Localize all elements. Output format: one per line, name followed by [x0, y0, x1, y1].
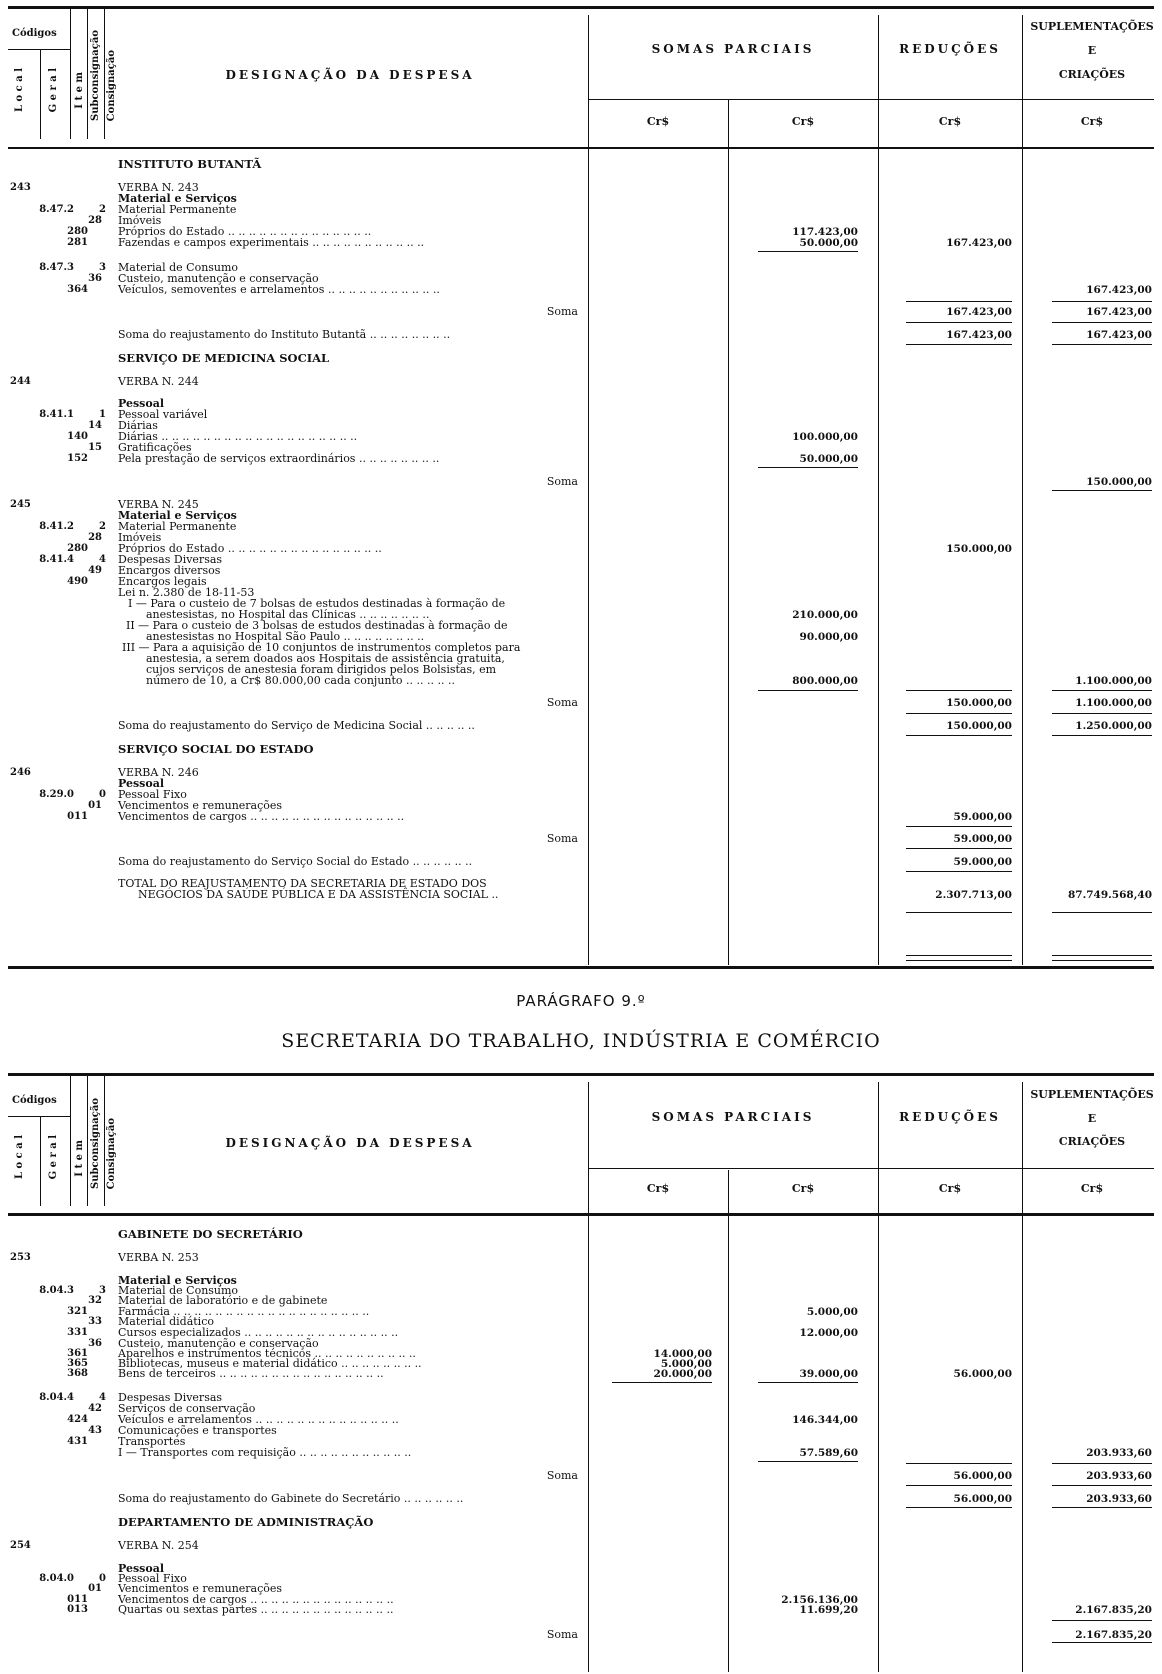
partial-sum-2: 800.000,00 [792, 675, 858, 687]
currency-sup-2: Cr$ [1080, 1182, 1104, 1195]
soma-label: Soma [546, 475, 578, 488]
section-heading: DEPARTAMENTO DE ADMINISTRAÇÃO [118, 1515, 374, 1529]
currency-red: Cr$ [938, 115, 962, 128]
currency-p2-2: Cr$ [791, 1182, 815, 1195]
line-description: I — Para o custeio de 7 bolsas de estudos destinadas à formação de [128, 597, 506, 610]
geral-code: 8.04.0 [39, 1573, 74, 1584]
consignacao-code: 280 [67, 226, 88, 237]
line-description: Próprios do Estado .. .. .. .. .. .. .. .. .. .. .. .. .. .. .. [118, 542, 382, 555]
local-code: 243 [10, 182, 31, 193]
soma-label: Soma [546, 305, 578, 318]
local-code: 244 [10, 376, 31, 387]
codigos-label: Códigos [12, 28, 57, 39]
section-heading: INSTITUTO BUTANTÃ [118, 157, 262, 171]
partial-sum-2: 210.000,00 [792, 609, 858, 621]
subconsignacao-code: 43 [88, 1425, 102, 1436]
line-description: Fazendas e campos experimentais .. .. .. .. .. .. .. .. .. .. .. [118, 236, 425, 249]
partial-sum-2: 39.000,00 [799, 1368, 858, 1380]
subconsignacao-code: 49 [88, 565, 102, 576]
reduction-value: 59.000,00 [953, 833, 1012, 845]
currency-red-2: Cr$ [938, 1182, 962, 1195]
line-description: Bibliotecas, museus e material didático .. .. .. .. .. .. .. .. [118, 1357, 422, 1370]
bottom-rule [8, 966, 1154, 969]
line-description: Veículos e arrelamentos .. .. .. .. .. .. .. .. .. .. .. .. .. .. [118, 1413, 399, 1426]
suplementacoes-header: SUPLEMENTAÇÕES [1030, 20, 1154, 33]
consignacao-code: 281 [67, 237, 88, 248]
line-description: Veículos, semoventes e arrelamentos .. .. .. .. .. .. .. .. .. .. .. [118, 283, 440, 296]
section-heading: GABINETE DO SECRETÁRIO [118, 1227, 303, 1241]
line-description: Vencimentos e remunerações [118, 1582, 283, 1595]
somas-parciais-header: SOMAS PARCIAIS [651, 42, 815, 56]
line-description: anestesistas, no Hospital das Clínicas .. .. .. .. .. .. .. [146, 608, 430, 621]
item-code: 3 [99, 262, 106, 273]
partial-sum-2: 12.000,00 [799, 1327, 858, 1339]
item-code: 3 [99, 1285, 106, 1296]
line-description: Pessoal [118, 1562, 165, 1575]
subconsignacao-code: 36 [88, 273, 102, 284]
reduction-value: 167.423,00 [946, 306, 1012, 318]
line-description: Pessoal [118, 397, 165, 410]
partial-sum-2: 100.000,00 [792, 431, 858, 443]
currency-p1: Cr$ [646, 115, 670, 128]
consignacao-code: 152 [67, 453, 88, 464]
soma-label: Soma [546, 1469, 578, 1482]
geral-code: 8.41.1 [39, 409, 74, 420]
line-description: VERBA N. 243 [118, 181, 199, 194]
consignacao-code: 361 [67, 1348, 88, 1359]
supplement-value: 167.423,00 [1086, 306, 1152, 318]
local-code: 253 [10, 1252, 31, 1263]
partial-sum-2: 57.589,60 [799, 1447, 858, 1459]
partial-sum-2: 5.000,00 [806, 1306, 858, 1318]
reduction-value: 56.000,00 [953, 1368, 1012, 1380]
supplement-value: 167.423,00 [1086, 284, 1152, 296]
geral-code: 8.41.2 [39, 521, 74, 532]
consignacao-code: 424 [67, 1414, 88, 1425]
reducoes-header-2: REDUÇÕES [899, 1110, 1001, 1124]
subconsignacao-label-2: Subconsignação [90, 1098, 101, 1189]
local-code: 245 [10, 499, 31, 510]
line-description: Pessoal [118, 777, 165, 790]
consignacao-code: 331 [67, 1327, 88, 1338]
consignacao-label-2: Consignação [106, 1118, 117, 1190]
line-description: Material Permanente [118, 520, 237, 533]
partial-sum-1: 20.000,00 [653, 1368, 712, 1380]
line-description: VERBA N. 246 [118, 766, 199, 779]
reduction-value: 2.307.713,00 [935, 889, 1012, 901]
reduction-value: 167.423,00 [946, 329, 1012, 341]
line-description: Transportes [118, 1435, 186, 1448]
supplement-value: 2.167.835,20 [1075, 1629, 1152, 1641]
line-description: Material e Serviços [118, 509, 237, 522]
codigos-label-2: Códigos [12, 1095, 57, 1106]
line-description: Pela prestação de serviços extraordinários .. .. .. .. .. .. .. .. [118, 452, 440, 465]
subconsignacao-code: 15 [88, 442, 102, 453]
reduction-value: 56.000,00 [953, 1493, 1012, 1505]
partial-sum-2: 50.000,00 [799, 237, 858, 249]
section-heading: SERVIÇO SOCIAL DO ESTADO [118, 742, 314, 756]
supplement-value: 167.423,00 [1086, 329, 1152, 341]
secretaria-title: SECRETARIA DO TRABALHO, INDÚSTRIA E COMÉRCIO [281, 1030, 881, 1052]
designacao-header: DESIGNAÇÃO DA DESPESA [225, 68, 475, 82]
reduction-value: 150.000,00 [946, 543, 1012, 555]
item-code: 0 [99, 1573, 106, 1584]
item-code: 4 [99, 1392, 106, 1403]
somas-parciais-header-2: SOMAS PARCIAIS [651, 1110, 815, 1124]
line-description: Material de Consumo [118, 261, 239, 274]
line-description: Gratificações [118, 441, 192, 454]
consignacao-code: 140 [67, 431, 88, 442]
subconsignacao-code: 01 [88, 1583, 102, 1594]
line-description: Material e Serviços [118, 1274, 237, 1287]
line-description: III — Para a aquisição de 10 conjuntos de instrumentos completos para [122, 641, 521, 654]
item-label: I t e m [74, 72, 85, 109]
soma-label: Soma [546, 832, 578, 845]
local-label: L o c a l [14, 68, 25, 112]
consignacao-code: 013 [67, 1604, 88, 1615]
supplement-value: 1.250.000,00 [1075, 720, 1152, 732]
currency-p1-2: Cr$ [646, 1182, 670, 1195]
line-description: cujos serviços de anestesia foram dirigidos pelos Bolsistas, em [146, 663, 497, 676]
item-label-2: I t e m [74, 1140, 85, 1177]
line-description: Vencimentos e remunerações [118, 799, 283, 812]
line-description: Despesas Diversas [118, 553, 223, 566]
subconsignacao-code: 33 [88, 1316, 102, 1327]
supplement-value: 203.933,60 [1086, 1493, 1152, 1505]
soma-label: Soma [546, 1628, 578, 1641]
partial-sum-2: 146.344,00 [792, 1414, 858, 1426]
line-description: Vencimentos de cargos .. .. .. .. .. .. .. .. .. .. .. .. .. .. .. [118, 810, 405, 823]
geral-code: 8.04.3 [39, 1285, 74, 1296]
line-description: Soma do reajustamento do Serviço de Medicina Social .. .. .. .. .. [118, 719, 475, 732]
top-rule-2 [8, 1073, 1154, 1076]
line-description: VERBA N. 254 [118, 1539, 199, 1552]
supplement-value: 87.749.568,40 [1067, 889, 1152, 901]
line-description: Despesas Diversas [118, 1391, 223, 1404]
currency-p2: Cr$ [791, 115, 815, 128]
reduction-value: 59.000,00 [953, 856, 1012, 868]
supplement-value: 1.100.000,00 [1075, 675, 1152, 687]
consignacao-code: 321 [67, 1306, 88, 1317]
geral-code: 8.04.4 [39, 1392, 74, 1403]
line-description: TOTAL DO REAJUSTAMENTO DA SECRETARIA DE ESTADO DOS [118, 877, 487, 890]
supplement-value: 150.000,00 [1086, 476, 1152, 488]
supplement-value: 203.933,60 [1086, 1470, 1152, 1482]
local-code: 254 [10, 1540, 31, 1551]
partial-sum-2: 11.699,20 [799, 1604, 858, 1616]
line-description: Comunicações e transportes [118, 1424, 277, 1437]
supplement-value: 1.100.000,00 [1075, 697, 1152, 709]
reduction-value: 167.423,00 [946, 237, 1012, 249]
subconsignacao-code: 36 [88, 1338, 102, 1349]
local-code: 246 [10, 767, 31, 778]
line-description: I — Transportes com requisição .. .. .. .. .. .. .. .. .. .. .. [118, 1446, 412, 1459]
line-description: Lei n. 2.380 de 18-11-53 [118, 586, 255, 599]
consignacao-code: 011 [67, 1594, 88, 1605]
currency-sup: Cr$ [1080, 115, 1104, 128]
line-description: Quartas ou sextas partes .. .. .. .. .. .. .. .. .. .. .. .. .. [118, 1603, 394, 1616]
line-description: Custeio, manutenção e conservação [118, 1337, 319, 1350]
subconsignacao-code: 01 [88, 800, 102, 811]
line-description: anestesia, a serem doados aos Hospitais de assistência gratuita, [146, 652, 505, 665]
partial-sum-1: 5.000,00 [660, 1358, 712, 1370]
line-description: Material de laboratório e de gabinete [118, 1294, 328, 1307]
line-description: Encargos diversos [118, 564, 221, 577]
consignacao-code: 280 [67, 543, 88, 554]
line-description: número de 10, a Cr$ 80.000,00 cada conjunto .. .. .. .. .. [146, 674, 455, 687]
section-heading: SERVIÇO DE MEDICINA SOCIAL [118, 351, 330, 365]
partial-sum-2: 2.156.136,00 [781, 1594, 858, 1606]
line-description: Próprios do Estado .. .. .. .. .. .. .. .. .. .. .. .. .. .. [118, 225, 372, 238]
geral-code: 8.41.4 [39, 554, 74, 565]
designacao-header-2: DESIGNAÇÃO DA DESPESA [225, 1136, 475, 1150]
line-description: Material Permanente [118, 203, 237, 216]
line-description: Material didático [118, 1315, 214, 1328]
subconsignacao-code: 28 [88, 532, 102, 543]
line-description: Imóveis [118, 214, 162, 227]
line-description: anestesistas no Hospital São Paulo .. .. .. .. .. .. .. .. [146, 630, 425, 643]
line-description: Soma do reajustamento do Instituto Butantã .. .. .. .. .. .. .. .. [118, 328, 451, 341]
partial-sum-1: 14.000,00 [653, 1348, 712, 1360]
line-description: Pessoal variável [118, 408, 208, 421]
geral-code: 8.47.2 [39, 204, 74, 215]
line-description: NEGÓCIOS DA SAÚDE PÚBLICA E DA ASSISTÊNCIA SOCIAL .. [138, 888, 499, 901]
reduction-value: 59.000,00 [953, 811, 1012, 823]
geral-label-2: G e r a l [48, 1135, 59, 1180]
geral-label: G e r a l [48, 68, 59, 113]
line-description: Diárias [118, 419, 158, 432]
partial-sum-2: 50.000,00 [799, 453, 858, 465]
subconsignacao-code: 28 [88, 215, 102, 226]
item-code: 0 [99, 789, 106, 800]
criacoes-header: CRIAÇÕES [1058, 68, 1126, 81]
line-description: Material e Serviços [118, 192, 237, 205]
suplementacoes-e: E [1087, 44, 1097, 57]
line-description: Serviços de conservação [118, 1402, 256, 1415]
line-description: Vencimentos de cargos .. .. .. .. .. .. .. .. .. .. .. .. .. .. [118, 1593, 394, 1606]
subconsignacao-code: 32 [88, 1295, 102, 1306]
reducoes-header: REDUÇÕES [899, 42, 1001, 56]
line-description: Imóveis [118, 531, 162, 544]
item-code: 2 [99, 521, 106, 532]
header-rule [8, 147, 1154, 149]
consignacao-label: Consignação [106, 50, 117, 122]
soma-label: Soma [546, 696, 578, 709]
consignacao-code: 490 [67, 576, 88, 587]
geral-code: 8.29.0 [39, 789, 74, 800]
consignacao-code: 368 [67, 1368, 88, 1379]
line-description: Aparelhos e instrumentos técnicos .. .. .. .. .. .. .. .. .. .. [118, 1347, 416, 1360]
partial-sum-2: 117.423,00 [792, 226, 858, 238]
header-rule-2 [8, 1213, 1154, 1216]
supplement-value: 203.933,60 [1086, 1447, 1152, 1459]
line-description: VERBA N. 253 [118, 1251, 199, 1264]
line-description: Material de Consumo [118, 1284, 239, 1297]
line-description: II — Para o custeio de 3 bolsas de estudos destinadas à formação de [126, 619, 508, 632]
reduction-value: 150.000,00 [946, 697, 1012, 709]
line-description: VERBA N. 245 [118, 498, 199, 511]
line-description: Pessoal Fixo [118, 788, 187, 801]
item-code: 1 [99, 409, 106, 420]
line-description: Soma do reajustamento do Gabinete do Secretário .. .. .. .. .. .. [118, 1492, 464, 1505]
item-code: 2 [99, 204, 106, 215]
top-rule [8, 6, 1154, 9]
subconsignacao-label: Subconsignação [90, 30, 101, 121]
supplement-value: 2.167.835,20 [1075, 1604, 1152, 1616]
line-description: Encargos legais [118, 575, 207, 588]
local-label-2: L o c a l [14, 1135, 25, 1179]
consignacao-code: 364 [67, 284, 88, 295]
line-description: Soma do reajustamento do Serviço Social do Estado .. .. .. .. .. .. [118, 855, 473, 868]
reduction-value: 150.000,00 [946, 720, 1012, 732]
suplementacoes-e-2: E [1087, 1112, 1097, 1125]
paragraph-title: PARÁGRAFO 9.º [516, 992, 646, 1010]
item-code: 4 [99, 554, 106, 565]
consignacao-code: 365 [67, 1358, 88, 1369]
partial-sum-2: 90.000,00 [799, 631, 858, 643]
geral-code: 8.47.3 [39, 262, 74, 273]
line-description: Farmácia .. .. .. .. .. .. .. .. .. .. .. .. .. .. .. .. .. .. .. [118, 1305, 370, 1318]
line-description: Diárias .. .. .. .. .. .. .. .. .. .. .. .. .. .. .. .. .. .. .. [118, 430, 358, 443]
subconsignacao-code: 14 [88, 420, 102, 431]
criacoes-header-2: CRIAÇÕES [1058, 1135, 1126, 1148]
reduction-value: 56.000,00 [953, 1470, 1012, 1482]
line-description: VERBA N. 244 [118, 375, 199, 388]
line-description: Cursos especializados .. .. .. .. .. .. .. .. .. .. .. .. .. .. .. [118, 1326, 399, 1339]
line-description: Custeio, manutenção e conservação [118, 272, 319, 285]
line-description: Pessoal Fixo [118, 1572, 187, 1585]
suplementacoes-header-2: SUPLEMENTAÇÕES [1030, 1088, 1154, 1101]
line-description: Bens de terceiros .. .. .. .. .. .. .. .. .. .. .. .. .. .. .. .. [118, 1367, 384, 1380]
consignacao-code: 431 [67, 1436, 88, 1447]
subconsignacao-code: 42 [88, 1403, 102, 1414]
consignacao-code: 011 [67, 811, 88, 822]
